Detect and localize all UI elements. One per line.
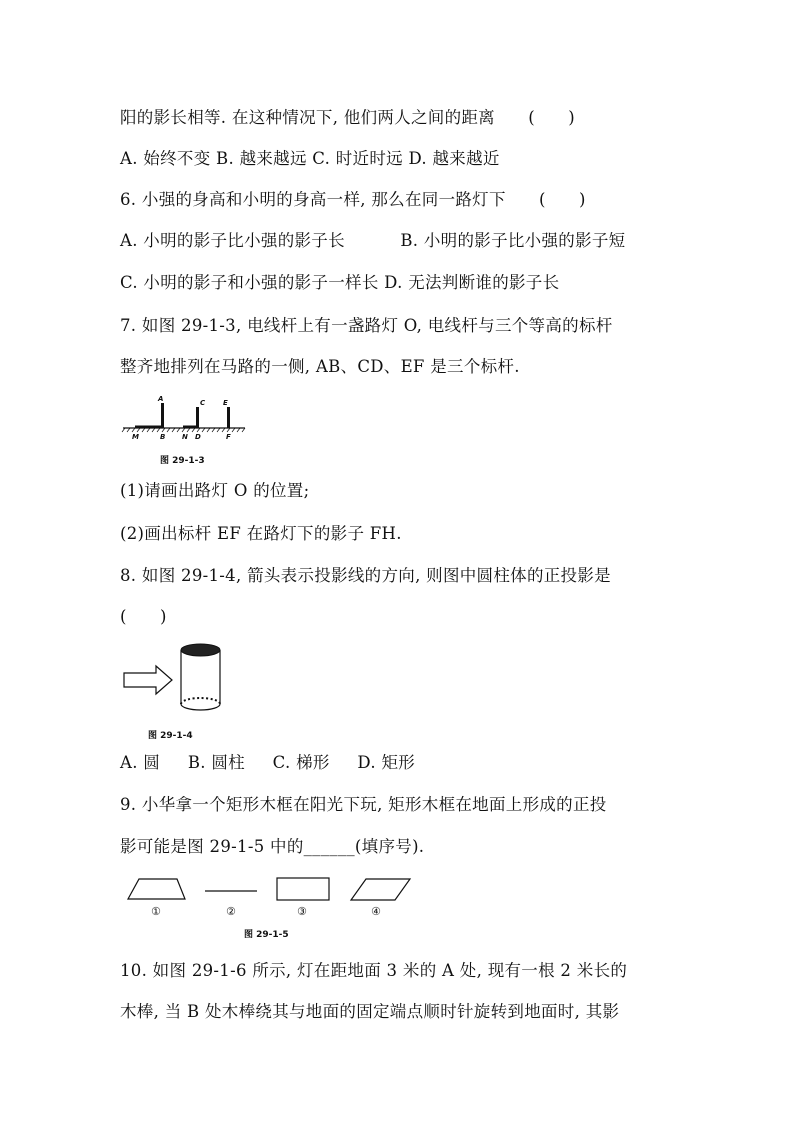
question-7-cont: 整齐地排列在马路的一侧, AB、CD、EF 是三个标杆. [120,357,520,376]
question-8-blank: ( ) [120,607,167,626]
label-F: F [226,433,231,441]
question-8-options: A. 圆 B. 圆柱 C. 梯形 D. 矩形 [120,753,416,772]
question-8: 8. 如图 29-1-4, 箭头表示投影线的方向, 则图中圆柱体的正投影是 [120,566,611,585]
figure-29-1-4-caption: 图 29-1-4 [148,731,193,741]
label-N: N [182,433,188,441]
figure-29-1-3-caption: 图 29-1-3 [160,456,205,466]
figure-29-1-3 [120,393,250,443]
option-3-label: ③ [297,905,307,918]
question-9: 9. 小华拿一个矩形木框在阳光下玩, 矩形木框在地面上形成的正投 [120,795,607,814]
question-10-cont: 木棒, 当 B 处木棒绕其与地面的固定端点顺时针旋转到地面时, 其影 [120,1002,620,1021]
option-1-label: ① [151,905,161,918]
question-6-options-ab: A. 小明的影子比小强的影子长 B. 小明的影子比小强的影子短 [120,231,626,250]
question-6: 6. 小强的身高和小明的身高一样, 那么在同一路灯下 ( ) [120,190,586,209]
label-C: C [200,399,206,407]
option-3-rectangle [277,878,329,900]
question-9-cont: 影可能是图 29-1-5 中的______(填序号). [120,837,425,856]
question-7: 7. 如图 29-1-3, 电线杆上有一盏路灯 O, 电线杆与三个等高的标杆 [120,316,613,335]
figure-29-1-5-caption: 图 29-1-5 [244,930,289,940]
option-4-label: ④ [371,905,381,918]
question-10: 10. 如图 29-1-6 所示, 灯在距地面 3 米的 A 处, 现有一根 2 米长的 [120,961,628,980]
text-line-2: A. 始终不变 B. 越来越远 C. 时近时远 D. 越来越近 [120,149,500,168]
label-A: A [158,395,164,403]
projection-arrow-icon [124,666,172,694]
label-B: B [160,433,166,441]
question-6-options-cd: C. 小明的影子和小强的影子一样长 D. 无法判断谁的影子长 [120,273,560,292]
option-1-trapezoid [128,879,185,899]
label-E: E [223,399,228,407]
figure-29-1-5 [125,876,415,918]
label-M: M [132,433,139,441]
figure-29-1-4 [122,638,232,720]
text-line-1: 阳的影长相等. 在这种情况下, 他们两人之间的距离 ( ) [120,108,575,127]
option-4-parallelogram [351,879,410,900]
question-7-part-2: (2)画出标杆 EF 在路灯下的影子 FH. [120,524,402,543]
question-7-part-1: (1)请画出路灯 O 的位置; [120,481,310,500]
option-2-label: ② [226,905,236,918]
label-D: D [195,433,201,441]
